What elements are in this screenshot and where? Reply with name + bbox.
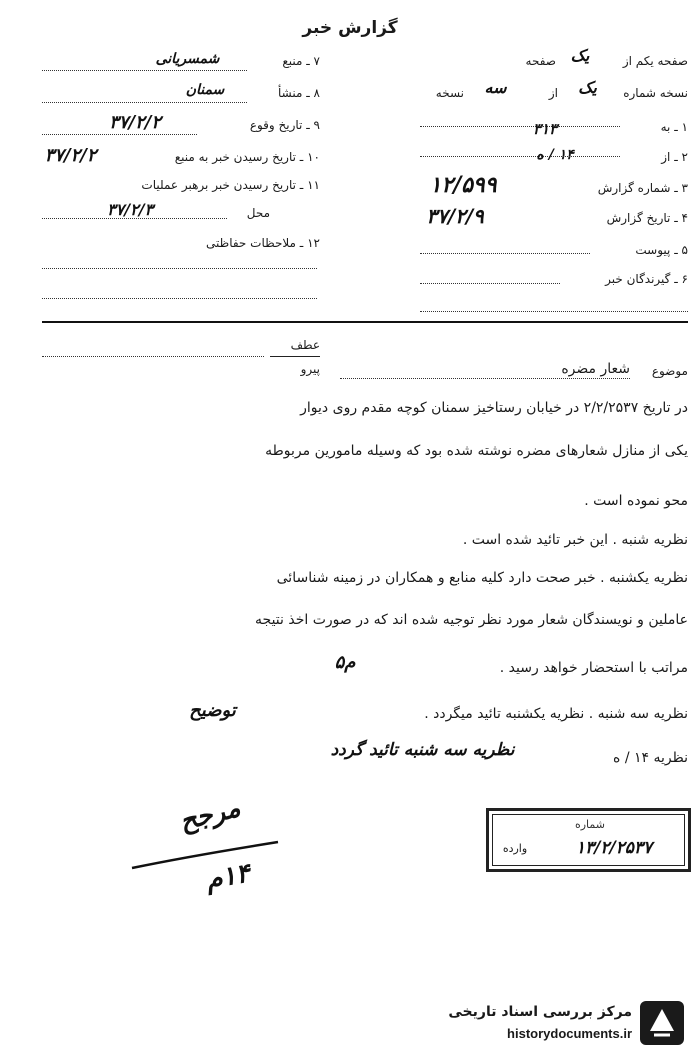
body-line-7-mark: ۵م: [334, 652, 356, 673]
archive-logo-icon: [640, 1001, 684, 1045]
page-value: یک: [570, 46, 590, 65]
field-11-line: [42, 218, 227, 219]
copy-from: از: [548, 86, 558, 100]
subject-line: [340, 378, 630, 379]
field-9-value: ۳۷/۲/۲: [109, 112, 161, 133]
body-line-4: نظریه شنبه . این خبر تائید شده است .: [462, 532, 688, 548]
field-11-value: ۳۷/۲/۳: [106, 200, 154, 219]
opinion-14: نظریه ۱۴ / ه: [613, 750, 688, 766]
field-5-line: [420, 253, 590, 254]
signature-2: ۱۴م: [203, 858, 253, 896]
field-2-line: [420, 156, 620, 157]
field-8-line: [42, 102, 247, 103]
field-9-label: ۹ ـ تاریخ وقوع: [249, 118, 320, 132]
field-3-value: ۱۲/۵۹۹: [429, 172, 497, 198]
header-divider: [42, 321, 688, 323]
stamp-suffix: وارده: [502, 842, 528, 855]
field-1-label: ۱ ـ به: [660, 120, 688, 134]
field-1-line: [420, 126, 620, 127]
page-suffix: صفحه: [525, 54, 556, 68]
field-6-line-2: [420, 311, 688, 312]
opinion-tuesday: نظریه سه شنبه . نظریه یکشنبه تائید میگردد .: [424, 706, 688, 722]
reference-divider: [270, 356, 320, 357]
field-2-label: ۲ ـ از: [661, 150, 688, 164]
copy-value: یک: [578, 78, 597, 97]
field-4-label: ۴ ـ تاریخ گزارش: [606, 211, 688, 225]
opinion-14-handwritten: نظریه سه شنبه تائید گردد: [330, 740, 515, 760]
subject-label: موضوع: [651, 364, 688, 378]
field-8-value: سمنان: [185, 82, 225, 98]
body-line-6: عاملین و نویسندگان شعار مورد نظر توجیه شده اند که در صورت اخذ نتیجه: [255, 612, 688, 628]
field-4-value: ۳۷/۲/۹: [426, 204, 484, 228]
field-12-label: ۱۲ ـ ملاحظات حفاظتی: [206, 236, 320, 250]
field-11-label: ۱۱ ـ تاریخ رسیدن خبر برهبر عملیات: [141, 178, 320, 192]
field-10-value: ۳۷/۲/۲: [44, 145, 97, 166]
field-7-label: ۷ ـ منبع: [282, 54, 320, 68]
field-12-line-2: [42, 298, 317, 299]
signature-1: مرجح: [176, 793, 244, 837]
stamp-date: ۱۳/۲/۲۵۳۷: [575, 838, 653, 858]
copy-total: سه: [484, 78, 507, 97]
body-line-5: نظریه یکشنبه . خبر صحت دارد کلیه منابع و همکاران در زمینه شناسائی: [276, 570, 688, 586]
field-12-line-1: [42, 268, 317, 269]
copy-suffix: نسخه: [435, 86, 464, 100]
reference-atf: عطف: [290, 338, 320, 352]
reference-line: [42, 356, 264, 357]
opinion-tuesday-handwritten: توضیح: [189, 700, 236, 721]
body-line-1: در تاریخ ۲/۲/۲۵۳۷ در خیابان رستاخیز سمنان کوچه مقدم روی دیوار: [300, 400, 688, 416]
subject-value: شعار مضره: [561, 361, 630, 377]
field-6-label: ۶ ـ گیرندگان خبر: [605, 272, 688, 286]
body-line-2: یکی از منازل شعارهای مضره نوشته شده بود که وسیله مامورین مربوطه: [265, 443, 688, 459]
field-2-value: ۱۴ / ه: [536, 147, 574, 163]
field-7-line: [42, 70, 247, 71]
field-8-label: ۸ ـ منشأ: [277, 86, 320, 100]
field-10-label: ۱۰ ـ تاریخ رسیدن خبر به منبع: [174, 150, 320, 164]
field-1-value: ۳۱۳: [532, 120, 558, 138]
field-7-value: شمسریانی: [155, 51, 220, 67]
copy-label: نسخه شماره: [623, 86, 688, 100]
body-line-7: مراتب با استحضار خواهد رسید .: [499, 660, 688, 676]
reference-peyro: پیرو: [300, 362, 320, 376]
field-11-sub: محل: [246, 206, 270, 220]
field-6-line: [420, 283, 560, 284]
body-line-3: محو نموده است .: [584, 493, 688, 509]
field-3-label: ۳ ـ شماره گزارش: [597, 181, 688, 195]
footer-org-name: مرکز بررسی اسناد تاریخی: [448, 1004, 632, 1020]
field-5-label: ۵ ـ پیوست: [635, 243, 688, 257]
document-title: گزارش خبر: [302, 18, 398, 38]
stamp-top-text: شماره: [574, 818, 605, 831]
page-label: صفحه یکم از: [622, 54, 688, 68]
footer-url[interactable]: historydocuments.ir: [507, 1026, 632, 1041]
field-9-line: [42, 134, 197, 135]
